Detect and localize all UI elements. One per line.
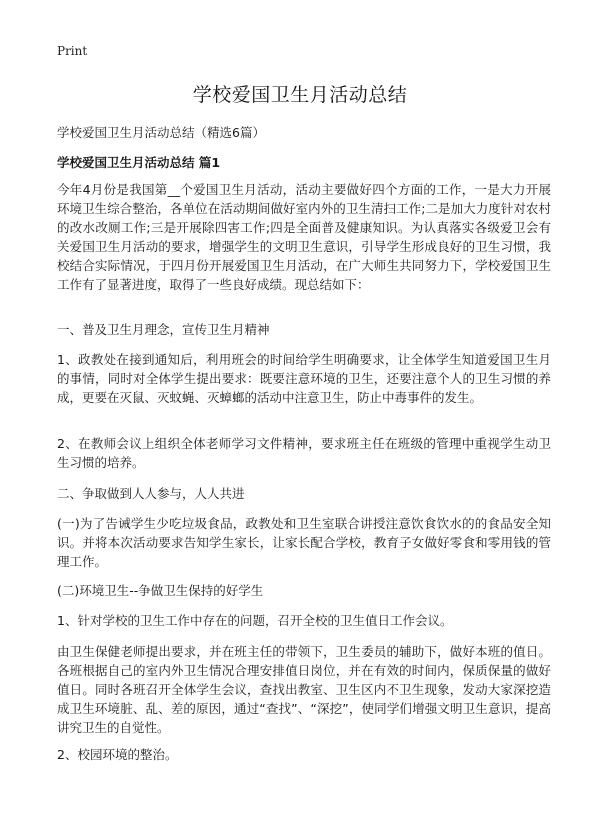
heading-1: 一、普及卫生月理念，宣传卫生月精神 (57, 322, 270, 337)
intro-paragraph: 今年4月份是我国第__个爱国卫生月活动，活动主要做好四个方面的工作，一是大力开展环境卫生综合整治，各单位在活动期间做好室内外的卫生清扫工作;二是加大力度针对农村的改水改厕工作;三是开展除四害工作;四是全面普及健康知识。为认真落实各级爱卫会有关爱国卫生月活动的要求，增强学生的文明卫生意识，引导学生形成良好的卫生习惯，我校结合实际情况，于四月份开展爱国卫生月活动，在广大师生共同努力下，学校爱国卫生工作有了显著进度，取得了一些良好成绩。现总结如下： (57, 182, 551, 292)
print-label: Print (57, 44, 88, 58)
paragraph-sub-1: (一)为了告诫学生少吃垃圾食品，政教处和卫生室联合讲授注意饮食饮水的的食品安全知识。并将本次活动要求告知学生家长，让家长配合学校，教育子女做好零食和零用钱的管理工作。 (57, 516, 551, 569)
paragraph-item-3: 1、针对学校的卫生工作中存在的问题，召开全校的卫生值日工作会议。 (57, 613, 453, 628)
paragraph-item-3-detail: 由卫生保健老师提出要求，并在班主任的带领下，卫生委员的辅助下，做好本班的值日。各班根据自己的室内外卫生情况合理安排值日岗位，并在有效的时间内，保质保量的做好值日。同时各班召开全体学生会议，查找出教室、卫生区内不卫生现象，发动大家深挖造成卫生环境脏、乱、差的原因，通过“查找”、“深挖”，使同学们增强文明卫生意识，提高讲究卫生的自觉性。 (57, 644, 551, 735)
document-subtitle: 学校爱国卫生月活动总结（精选6篇） (57, 125, 265, 140)
section-title: 学校爱国卫生月活动总结 篇1 (57, 155, 221, 170)
document-title: 学校爱国卫生月活动总结 (192, 84, 408, 106)
paragraph-item-1: 1、政教处在接到通知后，利用班会的时间给学生明确要求，让全体学生知道爱国卫生月的事情，同时对全体学生提出要求：既要注意环境的卫生，还要注意个人的卫生习惯的养成，更要在灭鼠、灭蚊蝇、灭蟑螂的活动中注意卫生，防止中毒事件的发生。 (57, 352, 551, 405)
paragraph-item-4: 2、校园环境的整治。 (57, 747, 178, 762)
heading-3: (二)环境卫生--争做卫生保持的好学生 (57, 583, 264, 598)
paragraph-item-2: 2、在教师会议上组织全体老师学习文件精神，要求班主任在班级的管理中重视学生动卫生习惯的培养。 (57, 436, 551, 470)
heading-2: 二、争取做到人人参与，人人共进 (57, 486, 245, 501)
